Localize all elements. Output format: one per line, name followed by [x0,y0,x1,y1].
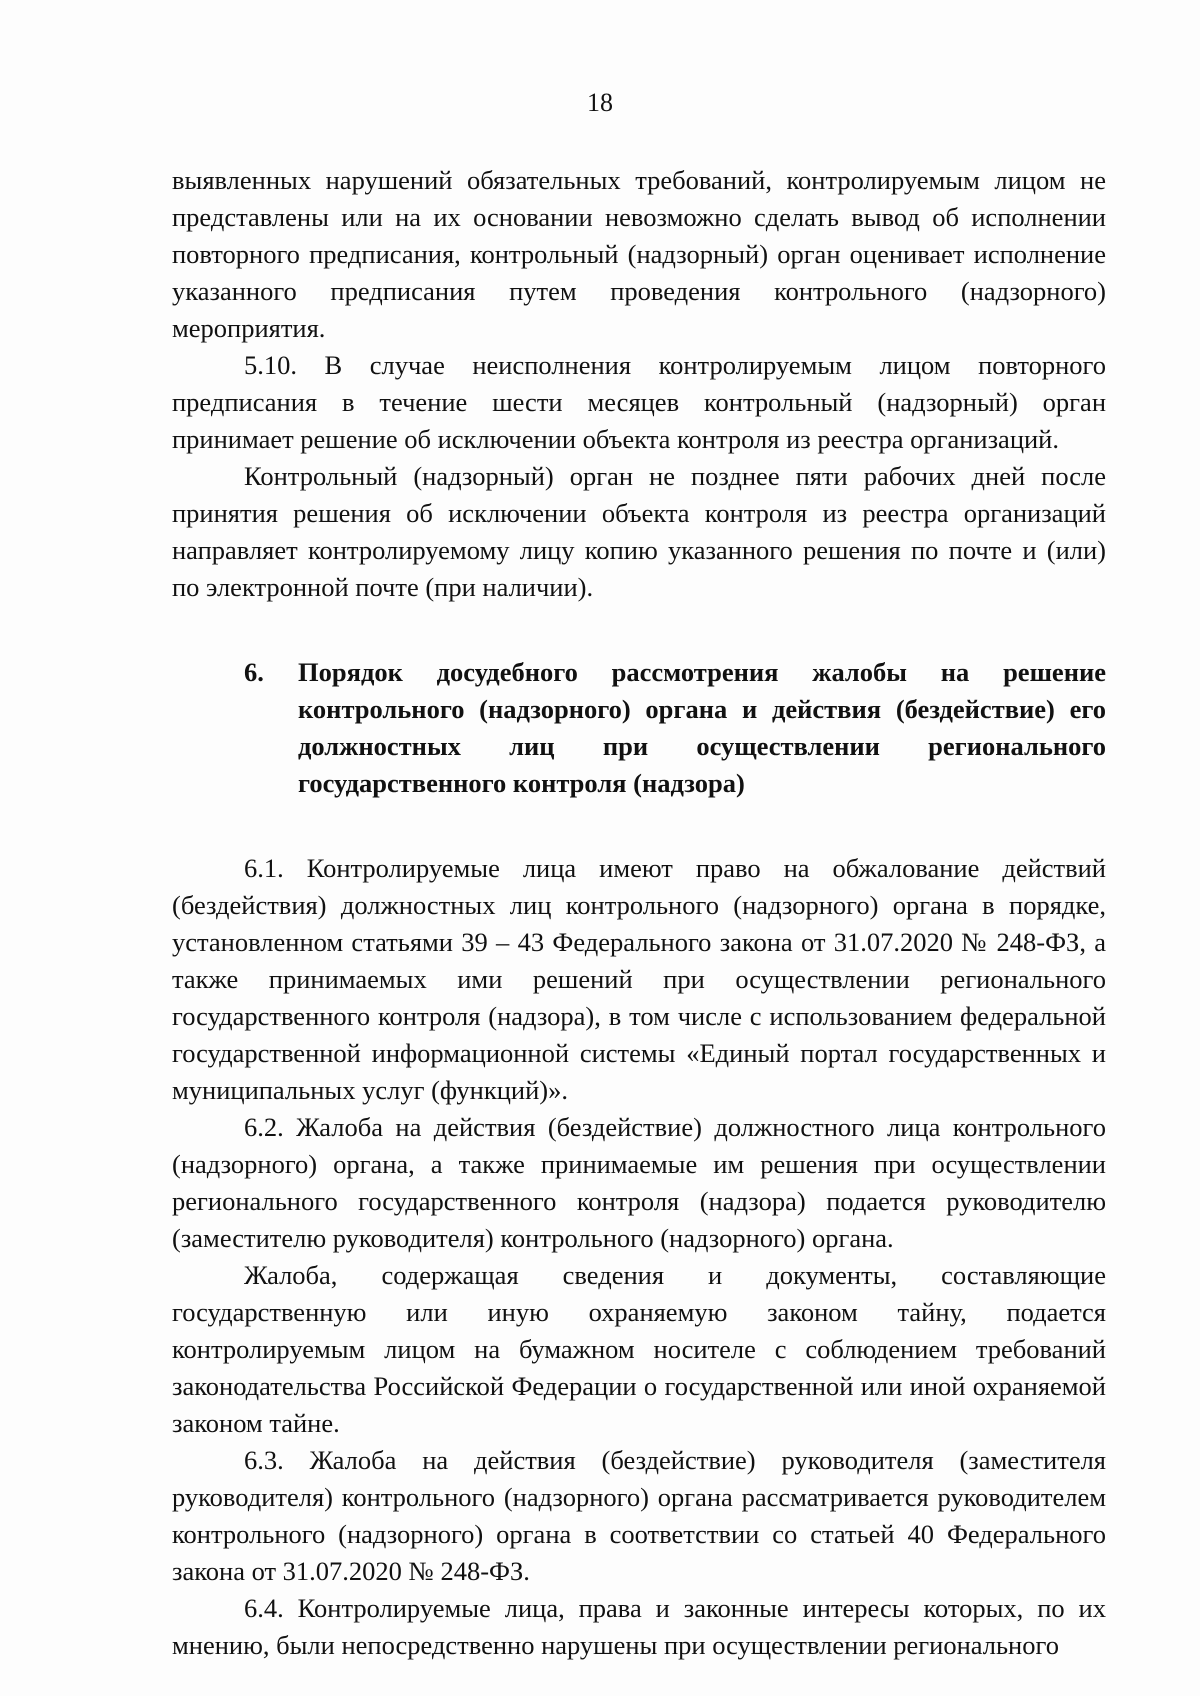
section-title: Порядок досудебного рассмотрения жалобы на решение контрольного (надзорного) органа и действия (бездействие) его должностных лиц при осуществлении регионального государственного контроля (надзора) [298,657,1106,798]
paragraph-5-10: 5.10. В случае неисполнения контролируемым лицом повторного предписания в течение шести месяцев контрольный (надзорный) орган принимает решение об исключении объекта контроля из реестра организаций. [172,350,1106,454]
paragraph-6-4: 6.4. Контролируемые лица, права и законные интересы которых, по их мнению, были непосредственно нарушены при осуществлении регионального [172,1593,1106,1660]
section-heading-6 [172,654,1106,802]
paragraph-6-1: 6.1. Контролируемые лица имеют право на обжалование действий (бездействия) должностных лиц контрольного (надзорного) органа в порядке, установленном статьями 39 – 43 Федерального закона от 31.07.2020 № 248-ФЗ, а также принимаемых ими решений при осуществлении регионального государственного контроля (надзора), в том числе с использованием федеральной государственной информационной системы «Единый портал государственных и муниципальных услуг (функций)». [172,853,1106,1105]
paragraph-exclusion-notice: Контрольный (надзорный) орган не позднее пяти рабочих дней после принятия решения об исключении объекта контроля из реестра организаций направляет контролируемому лицу копию указанного решения по почте и (или) по электронной почте (при наличии). [172,461,1106,602]
paragraph-6-2: 6.2. Жалоба на действия (бездействие) должностного лица контрольного (надзорного) органа, а также принимаемые им решения при осуществлении регионального государственного контроля (надзора) подается руководителю (заместителю руководителя) контрольного (надзорного) органа. [172,1112,1106,1253]
paragraph-6-3: 6.3. Жалоба на действия (бездействие) руководителя (заместителя руководителя) контрольного (надзорного) органа рассматривается руководителем контрольного (надзорного) органа в соответствии со статьей 40 Федерального закона от 31.07.2020 № 248-ФЗ. [172,1445,1106,1586]
document-body [172,162,1106,1664]
page-number: 18 [587,88,613,117]
section-number: 6. [244,657,264,687]
paragraph-continuation: выявленных нарушений обязательных требований, контролируемым лицом не представлены или на их основании невозможно сделать вывод об исполнении повторного предписания, контрольный (надзорный) орган оценивает исполнение указанного предписания путем проведения контрольного (надзорного) мероприятия. [172,165,1106,343]
paragraph-complaint-secret: Жалоба, содержащая сведения и документы, составляющие государственную или иную охраняемую законом тайну, подается контролируемым лицом на бумажном носителе с соблюдением требований законодательства Российской Федерации о государственной или иной охраняемой законом тайне. [172,1260,1106,1438]
